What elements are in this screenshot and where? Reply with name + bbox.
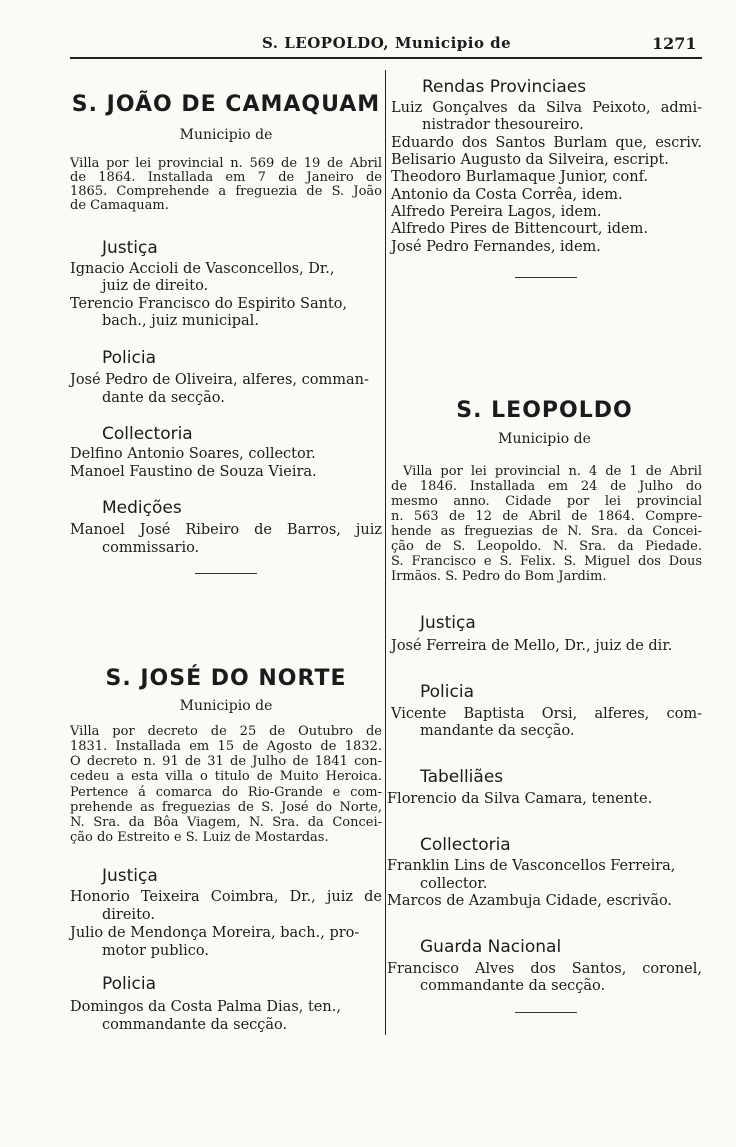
intro-line: Villa por decreto de 25 de Outubro de	[70, 724, 382, 739]
intro-line: prehende as freguezias de S. José do Norte,	[70, 800, 382, 815]
entry-line: commissario.	[102, 540, 200, 556]
entry-line: Belisario Augusto da Silveira, escript.	[391, 152, 669, 168]
intro-line: hende as freguezias de N. Sra. da Concei-	[391, 524, 702, 539]
intro-line: S. Francisco e S. Felix. S. Miguel dos Dous	[391, 554, 702, 569]
heading-justica: Justiça	[420, 613, 476, 633]
section-subtitle: Municipio de	[498, 431, 591, 447]
entry-line: Antonio da Costa Corrêa, idem.	[391, 187, 623, 203]
column-divider	[385, 70, 386, 1035]
section-subtitle: Municipio de	[179, 127, 273, 143]
entry-line: bach., juiz municipal.	[102, 313, 259, 329]
entry-line: mandante da secção.	[420, 723, 575, 739]
intro-line: n. 563 de 12 de Abril de 1864. Compre-	[391, 509, 702, 524]
intro-line: Villa por lei provincial n. 4 de 1 de Abril	[403, 464, 702, 479]
entry-line: motor publico.	[102, 943, 209, 959]
section-separator	[515, 277, 577, 278]
heading-collectoria: Collectoria	[420, 835, 511, 855]
heading-guarda-nacional: Guarda Nacional	[420, 937, 562, 957]
intro-line: Villa por lei provincial n. 569 de 19 de Abril	[70, 156, 382, 171]
heading-justica: Justiça	[102, 238, 158, 258]
entry-line: Julio de Mendonça Moreira, bach., pro-	[70, 925, 360, 941]
entry-line: commandante da secção.	[420, 978, 606, 994]
entry-line: Luiz Gonçalves da Silva Peixoto, admi-	[391, 100, 702, 116]
section-subtitle: Municipio de	[179, 698, 273, 714]
section-separator	[195, 573, 257, 574]
running-title: S. LEOPOLDO, Municipio de	[262, 34, 512, 52]
intro-line: de 1846. Installada em 24 de Julho do	[391, 479, 702, 494]
section-title-leopoldo: S. LEOPOLDO	[456, 398, 633, 423]
entry-line: collector.	[420, 876, 488, 892]
intro-line: de 1864. Installada em 7 de Janeiro de	[70, 170, 382, 185]
entry-line: Manoel José Ribeiro de Barros, juiz	[70, 522, 382, 538]
entry-line: Terencio Francisco do Espirito Santo,	[70, 296, 348, 312]
page-number: 1271	[652, 34, 697, 53]
heading-policia: Policia	[102, 348, 156, 368]
section-title-camaquam: S. JOÃO DE CAMAQUAM	[71, 92, 381, 117]
intro-line: 1865. Comprehende a freguezia de S. João	[70, 184, 382, 199]
heading-medicoes: Medições	[102, 498, 182, 518]
heading-justica: Justiça	[102, 866, 158, 886]
entry-line: Vicente Baptista Orsi, alferes, com-	[391, 706, 702, 722]
entry-line: Theodoro Burlamaque Junior, conf.	[391, 169, 649, 185]
intro-line: O decreto n. 91 de 31 de Julho de 1841 con-	[70, 754, 382, 769]
entry-line: dante da secção.	[102, 390, 225, 406]
entry-line: Manoel Faustino de Souza Vieira.	[70, 464, 317, 480]
section-title-norte: S. JOSÉ DO NORTE	[105, 666, 347, 691]
intro-line: ção de S. Leopoldo. N. Sra. da Piedade.	[391, 539, 702, 554]
entry-line: José Ferreira de Mello, Dr., juiz de dir.	[391, 638, 673, 654]
entry-line: José Pedro Fernandes, idem.	[391, 239, 601, 255]
intro-line: N. Sra. da Bôa Viagem, N. Sra. da Concei-	[70, 815, 382, 830]
header-rule	[70, 57, 702, 59]
intro-line: Pertence á comarca do Rio-Grande e com-	[70, 785, 382, 800]
entry-line: Delfino Antonio Soares, collector.	[70, 446, 316, 462]
intro-line: mesmo anno. Cidade por lei provincial	[391, 494, 702, 509]
intro-line: ção do Estreito e S. Luiz de Mostardas.	[70, 830, 329, 845]
entry-line: Domingos da Costa Palma Dias, ten.,	[70, 999, 341, 1015]
entry-line: Florencio da Silva Camara, tenente.	[387, 791, 653, 807]
entry-line: Alfredo Pires de Bittencourt, idem.	[391, 221, 648, 237]
heading-policia: Policia	[420, 682, 474, 702]
heading-tabelliaes: Tabelliães	[420, 767, 504, 787]
entry-line: Honorio Teixeira Coimbra, Dr., juiz de	[70, 889, 382, 905]
section-separator	[515, 1012, 577, 1013]
intro-line: cedeu a esta villa o titulo de Muito Heroica.	[70, 769, 382, 784]
entry-line: commandante da secção.	[102, 1017, 288, 1033]
entry-line: Alfredo Pereira Lagos, idem.	[391, 204, 602, 220]
entry-line: nistrador thesoureiro.	[422, 117, 584, 133]
heading-collectoria: Collectoria	[102, 424, 193, 444]
intro-line: 1831. Installada em 15 de Agosto de 1832.	[70, 739, 382, 754]
entry-line: juiz de direito.	[102, 278, 209, 294]
entry-line: Francisco Alves dos Santos, coronel,	[387, 961, 702, 977]
entry-line: Marcos de Azambuja Cidade, escrivão.	[387, 893, 673, 909]
entry-line: direito.	[102, 907, 155, 923]
intro-line: de Camaquam.	[70, 198, 169, 213]
entry-line: Ignacio Accioli de Vasconcellos, Dr.,	[70, 261, 335, 277]
entry-line: José Pedro de Oliveira, alferes, comman-	[70, 372, 369, 388]
entry-line: Franklin Lins de Vasconcellos Ferreira,	[387, 858, 676, 874]
heading-policia: Policia	[102, 974, 156, 994]
heading-rendas: Rendas Provinciaes	[422, 77, 587, 97]
entry-line: Eduardo dos Santos Burlam que, escriv.	[391, 135, 702, 151]
intro-line: Irmãos. S. Pedro do Bom Jardim.	[391, 569, 607, 584]
